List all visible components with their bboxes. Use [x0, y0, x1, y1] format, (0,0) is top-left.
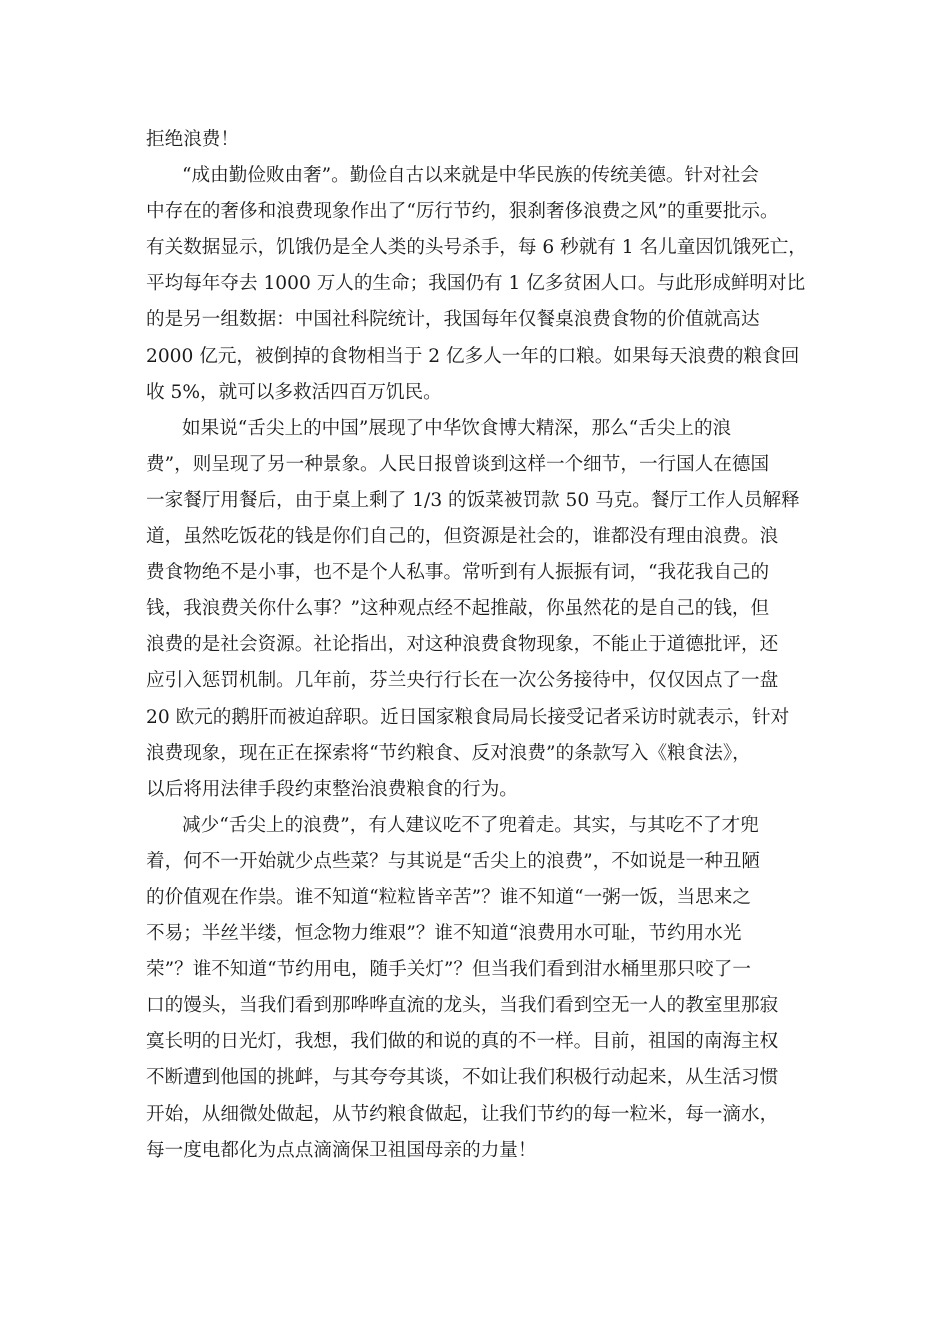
text-line: 拒绝浪费！	[146, 129, 239, 150]
text-line: 寞长明的日光灯，我想，我们做的和说的真的不一样。目前，祖国的南海主权	[146, 1031, 779, 1053]
text-line: 不断遭到他国的挑衅，与其夸夸其谈，不如让我们积极行动起来，从生活习惯	[146, 1067, 779, 1089]
text-line: 荣”？谁不知道“节约用电，随手关灯”？但当我们看到泔水桶里那只咬了一	[146, 959, 751, 981]
text-line: 以后将用法律手段约束整治浪费粮食的行为。	[146, 778, 518, 800]
text-line: 浪费的是社会资源。社论指出，对这种浪费食物现象，不能止于道德批评，还	[146, 634, 779, 656]
text-line: 着，何不一开始就少点些菜？与其说是“舌尖上的浪费”，不如说是一种丑陋	[146, 850, 761, 872]
text-line: 中存在的奢侈和浪费现象作出了“厉行节约，狠刹奢侈浪费之风”的重要批示。	[146, 201, 779, 223]
text-line: 收 5%，就可以多救活四百万饥民。	[146, 381, 442, 403]
text-line: 一家餐厅用餐后，由于桌上剩了 1/3 的饭菜被罚款 50 马克。餐厅工作人员解释	[146, 489, 800, 511]
text-line: 应引入惩罚机制。几年前，芬兰央行行长在一次公务接待中，仅仅因点了一盘	[146, 670, 779, 692]
text-line: 道，虽然吃饭花的钱是你们自己的，但资源是社会的，谁都没有理由浪费。浪	[146, 526, 779, 548]
text-line: 口的馒头，当我们看到那哗哗直流的龙头，当我们看到空无一人的教室里那寂	[146, 995, 779, 1017]
text-line: 不易；半丝半缕，恒念物力维艰”？谁不知道“浪费用水可耻，节约用水光	[146, 923, 742, 945]
text-line: 2000 亿元，被倒掉的食物相当于 2 亿多人一年的口粮。如果每天浪费的粮食回	[146, 345, 800, 367]
text-line: 的价值观在作祟。谁不知道“粒粒皆辛苦”？谁不知道“一粥一饭，当思来之	[146, 886, 751, 908]
text-line: 的是另一组数据：中国社科院统计，我国每年仅餐桌浪费食物的价值就高达	[146, 309, 760, 331]
text-line: 费”，则呈现了另一种景象。人民日报曾谈到这样一个细节，一行国人在德国	[146, 453, 770, 475]
text-line: 每一度电都化为点点滴滴保卫祖国母亲的力量！	[146, 1139, 537, 1161]
text-line: 浪费现象，现在正在探索将“节约粮食、反对浪费”的条款写入《粮食法》，	[146, 742, 751, 764]
paragraph-first-line: 减少“舌尖上的浪费”，有人建议吃不了兜着走。其实，与其吃不了才兜	[182, 814, 759, 836]
text-line: 开始，从细微处做起，从节约粮食做起，让我们节约的每一粒米，每一滴水，	[146, 1103, 779, 1125]
paragraph-first-line: 如果说“舌尖上的中国”展现了中华饮食博大精深，那么“舌尖上的浪	[182, 417, 732, 439]
text-line: 平均每年夺去 1000 万人的生命；我国仍有 1 亿多贫困人口。与此形成鲜明对比	[146, 273, 806, 295]
article-body	[146, 122, 806, 1169]
paragraph-first-line: “成由勤俭败由奢”。勤俭自古以来就是中华民族的传统美德。针对社会	[182, 165, 759, 187]
text-line: 有关数据显示，饥饿仍是全人类的头号杀手，每 6 秒就有 1 名儿童因饥饿死亡，	[146, 237, 807, 259]
text-line: 钱，我浪费关你什么事？”这种观点经不起推敲，你虽然花的是自己的钱，但	[146, 598, 770, 620]
text-line: 20 欧元的鹅肝而被迫辞职。近日国家粮食局局长接受记者采访时就表示，针对	[146, 706, 790, 728]
text-line: 费食物绝不是小事，也不是个人私事。常听到有人振振有词，“我花我自己的	[146, 562, 770, 584]
